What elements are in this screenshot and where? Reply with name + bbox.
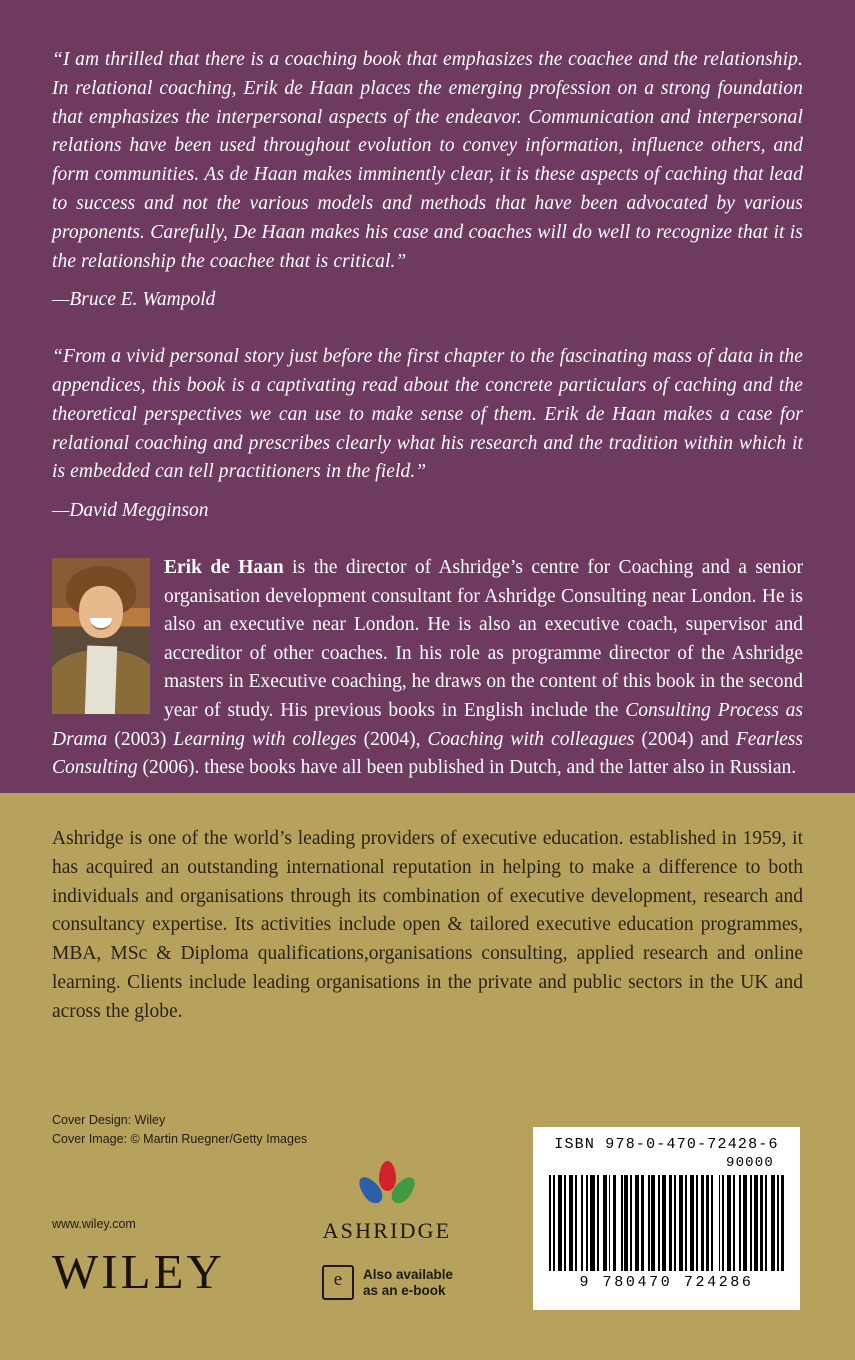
isbn-addon-code: 90000 bbox=[725, 1155, 774, 1171]
author-portrait-image bbox=[52, 558, 150, 714]
ebook-text-line1: Also available bbox=[363, 1266, 454, 1282]
isbn-digits: 9 780470 724286 bbox=[579, 1274, 754, 1291]
previous-book-3-title: Coaching with colleagues bbox=[427, 728, 635, 750]
ashridge-flower-icon bbox=[356, 1161, 418, 1213]
endorsement-attribution-1: —Bruce E. Wampold bbox=[52, 289, 216, 311]
ebook-text-line2: as an e-book bbox=[363, 1282, 446, 1298]
previous-book-1-title: Consulting Process as Drama bbox=[52, 699, 803, 750]
ebook-availability-badge bbox=[322, 1265, 453, 1300]
author-bio bbox=[52, 554, 803, 783]
cover-design-credit: Cover Design: Wiley bbox=[52, 1113, 166, 1127]
endorsement-quote-2: “From a vivid personal story just before the first chapter to the fascinating mass of data in the appendices, this book is a captivating read about the concrete particulars of caching and the theoretical perspectives we can use to make sense of them. Erik de Haan makes a case for relational coaching and prescribes clearly what his research and the tradition within which it is embedded can tell practitioners in the field.” bbox=[52, 346, 803, 483]
author-bio-text: is the director of Ashridge’s centre for Coaching and a senior organisation development consultant for Ashridge Consulting near London. He is also an executive near London. He is also an executive coach, supervisor and accreditor of other coaches. In his role as programme director of the Ashridge masters in Executive coaching, he draws on the content of this book in the second year of study. His previous books in English include the bbox=[164, 556, 803, 721]
ashridge-logo bbox=[322, 1161, 452, 1244]
wiley-logo: WILEY bbox=[52, 1244, 225, 1299]
previous-book-1-year: (2003) bbox=[107, 728, 174, 750]
endorsement-quote-1: “I am thrilled that there is a coaching book that emphasizes the coachee and the relationship. In relational coaching, Erik de Haan places the emerging profession on a strong foundation that emphasizes the interpersonal aspects of the endeavor. Communication and interpersonal relations have been used throughout evolution to convey information, influence others, and form communities. As de Haan makes imminently clear, it is these aspects of caching that lead to success and not the various models and methods that have been advocated by various proponents. Carefully, De Haan makes his case and coaches will do well to recognize that it is the relationship the coachee that is critical.” bbox=[52, 49, 803, 272]
portrait-face bbox=[79, 586, 123, 638]
ashridge-description: Ashridge is one of the world’s leading providers of executive education. established in 1959, it has acquired an outstanding international reputation in helping to make a difference to both individuals and organisations through its combination of executive development, research and consultancy expertise. Its activities include open & tailored executive education programmes, MBA, MSc & Diploma qualifications,organisations consulting, applied research and online learning. Clients include leading organisations in the private and public sectors in the UK and across the globe. bbox=[52, 828, 803, 1022]
endorsement-attribution-2: —David Megginson bbox=[52, 500, 209, 522]
ebook-icon bbox=[322, 1265, 354, 1300]
isbn-barcode-block bbox=[533, 1127, 800, 1310]
ebook-icon-letter: e bbox=[333, 1269, 343, 1290]
ashridge-wordmark: ASHRIDGE bbox=[322, 1218, 452, 1243]
previous-book-2-year: (2004), bbox=[356, 728, 428, 750]
previous-book-4-title: Fearless Consulting bbox=[52, 728, 803, 779]
barcode-image bbox=[549, 1175, 784, 1271]
previous-book-2-title: Learning with colleges bbox=[173, 728, 357, 750]
previous-book-3-year: (2004) and bbox=[634, 728, 736, 750]
cover-credits bbox=[52, 1111, 307, 1149]
portrait-shirt bbox=[85, 645, 117, 714]
author-name: Erik de Haan bbox=[164, 556, 284, 578]
petal-red bbox=[379, 1161, 396, 1191]
cover-image-credit: Cover Image: © Martin Ruegner/Getty Images bbox=[52, 1132, 308, 1146]
isbn-label: ISBN 978-0-470-72428-6 bbox=[554, 1136, 779, 1153]
previous-book-4-year: (2006). these books have all been published in Dutch, and the latter also in Russian. bbox=[137, 757, 797, 779]
wiley-website-link[interactable]: www.wiley.com bbox=[52, 1217, 136, 1231]
ebook-text bbox=[363, 1267, 453, 1299]
